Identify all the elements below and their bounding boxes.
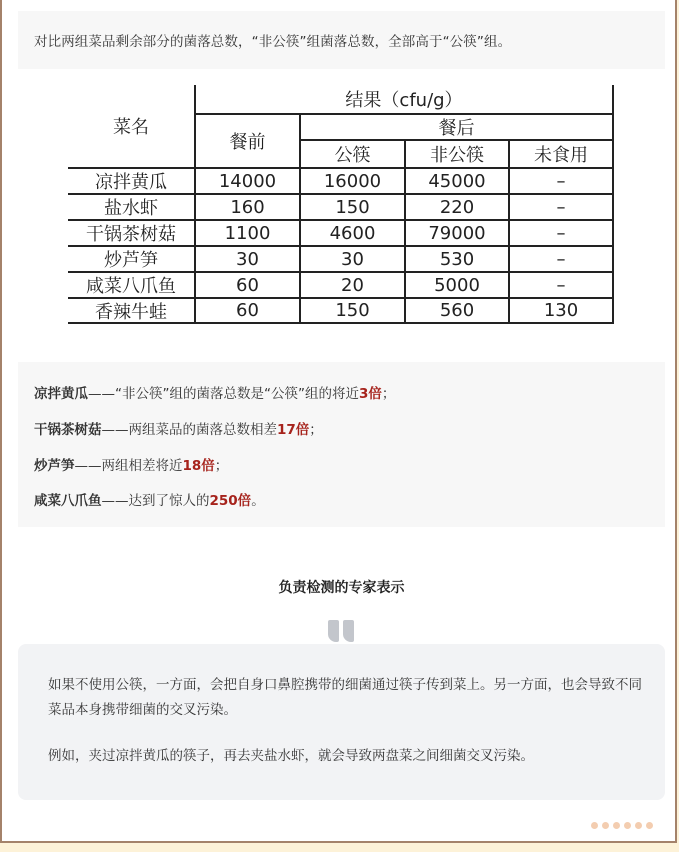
expert-heading: 负责检测的专家表示 (278, 580, 405, 596)
table-cell-non-serving: 5000 (434, 274, 480, 296)
table-cell-before: 30 (236, 248, 259, 270)
finding-dish: 干锅茶树菇 (34, 422, 102, 438)
expert-quote-panel (18, 644, 665, 800)
finding-text: ——两组菜品的菌落总数相差 (101, 422, 277, 438)
finding-multiple: 17倍 (277, 422, 310, 438)
decorative-dots (591, 822, 653, 829)
header-after-meal: 餐后 (438, 118, 475, 139)
quote-icon (324, 620, 358, 650)
finding-item (34, 489, 265, 509)
finding-end: 。 (251, 493, 265, 509)
table-cell-dish: 凉拌黄瓜 (95, 172, 167, 193)
table-cell-non-serving: 220 (439, 196, 475, 218)
table-cell-non-serving: 45000 (428, 170, 486, 192)
finding-dish: 咸菜八爪鱼 (34, 493, 102, 509)
table-cell-serving: 150 (335, 196, 370, 218)
table-cell-non-serving: 79000 (428, 222, 486, 244)
finding-multiple: 3倍 (358, 386, 382, 402)
table-divider (612, 85, 614, 324)
table-cell-serving: 16000 (323, 170, 382, 192)
table-cell-serving: 150 (335, 300, 370, 321)
finding-item (34, 454, 228, 474)
header-dish: 菜名 (113, 117, 149, 138)
table-cell-not-eaten: – (556, 248, 566, 270)
header-non-serving-chopsticks: 非公筷 (430, 145, 484, 166)
table-cell-dish: 香辣牛蛙 (95, 301, 167, 323)
table-cell-before: 14000 (218, 170, 277, 192)
finding-end: ； (381, 386, 396, 402)
header-result: 结果（cfu/g） (345, 90, 463, 111)
table-cell-not-eaten: – (556, 196, 566, 218)
table-cell-non-serving: 530 (439, 248, 475, 270)
table-cell-before: 60 (236, 274, 259, 296)
finding-text: ——“非公筷”组的菌落总数是“公筷”组的将近 (88, 386, 359, 402)
finding-text: ——两组相差将近 (74, 458, 183, 474)
finding-end: ； (309, 422, 323, 438)
finding-multiple: 18倍 (182, 458, 215, 474)
table-cell-not-eaten: – (556, 222, 566, 244)
header-not-eaten: 未食用 (534, 145, 588, 166)
bacteria-results-table (68, 85, 614, 324)
table-cell-before: 60 (236, 300, 259, 321)
intro-panel (18, 11, 665, 69)
table-cell-serving: 4600 (329, 222, 376, 244)
finding-dish: 炒芦笋 (34, 458, 75, 474)
finding-text: ——达到了惊人的 (101, 493, 210, 509)
table-cell-dish: 盐水虾 (104, 198, 158, 219)
table-cell-before: 1100 (224, 222, 271, 244)
table-cell-not-eaten: – (556, 170, 566, 192)
table-cell-serving: 30 (341, 248, 364, 270)
table-cell-before: 160 (230, 196, 265, 218)
table-cell-not-eaten: 130 (543, 300, 579, 321)
table-cell-dish: 干锅茶树菇 (86, 224, 176, 245)
findings-panel (18, 362, 665, 527)
finding-multiple: 250倍 (209, 493, 252, 509)
table-cell-non-serving: 560 (439, 300, 475, 321)
table-cell-serving: 20 (341, 274, 364, 296)
table-cell-dish: 炒芦笋 (104, 250, 158, 271)
finding-item (34, 382, 395, 402)
quote-paragraph: 如果不使用公筷，一方面，会把自身口鼻腔携带的细菌通过筷子传到菜上。另一方面，也会导致不同菜品本身携带细菌的交叉污染。 (48, 677, 642, 718)
table-cell-dish: 咸菜八爪鱼 (86, 276, 176, 297)
header-serving-chopsticks: 公筷 (334, 145, 371, 166)
finding-item (34, 418, 323, 438)
finding-dish: 凉拌黄瓜 (34, 386, 88, 402)
quote-paragraph: 例如，夹过凉拌黄瓜的筷子，再去夹盐水虾，就会导致两盘菜之间细菌交叉污染。 (48, 748, 534, 764)
header-before-meal: 餐前 (229, 132, 266, 153)
finding-end: ； (214, 458, 229, 474)
table-cell-not-eaten: – (556, 274, 566, 296)
intro-text: 对比两组菜品剩余部分的菌落总数，“非公筷”组菌落总数，全部高于“公筷”组。 (34, 34, 512, 50)
